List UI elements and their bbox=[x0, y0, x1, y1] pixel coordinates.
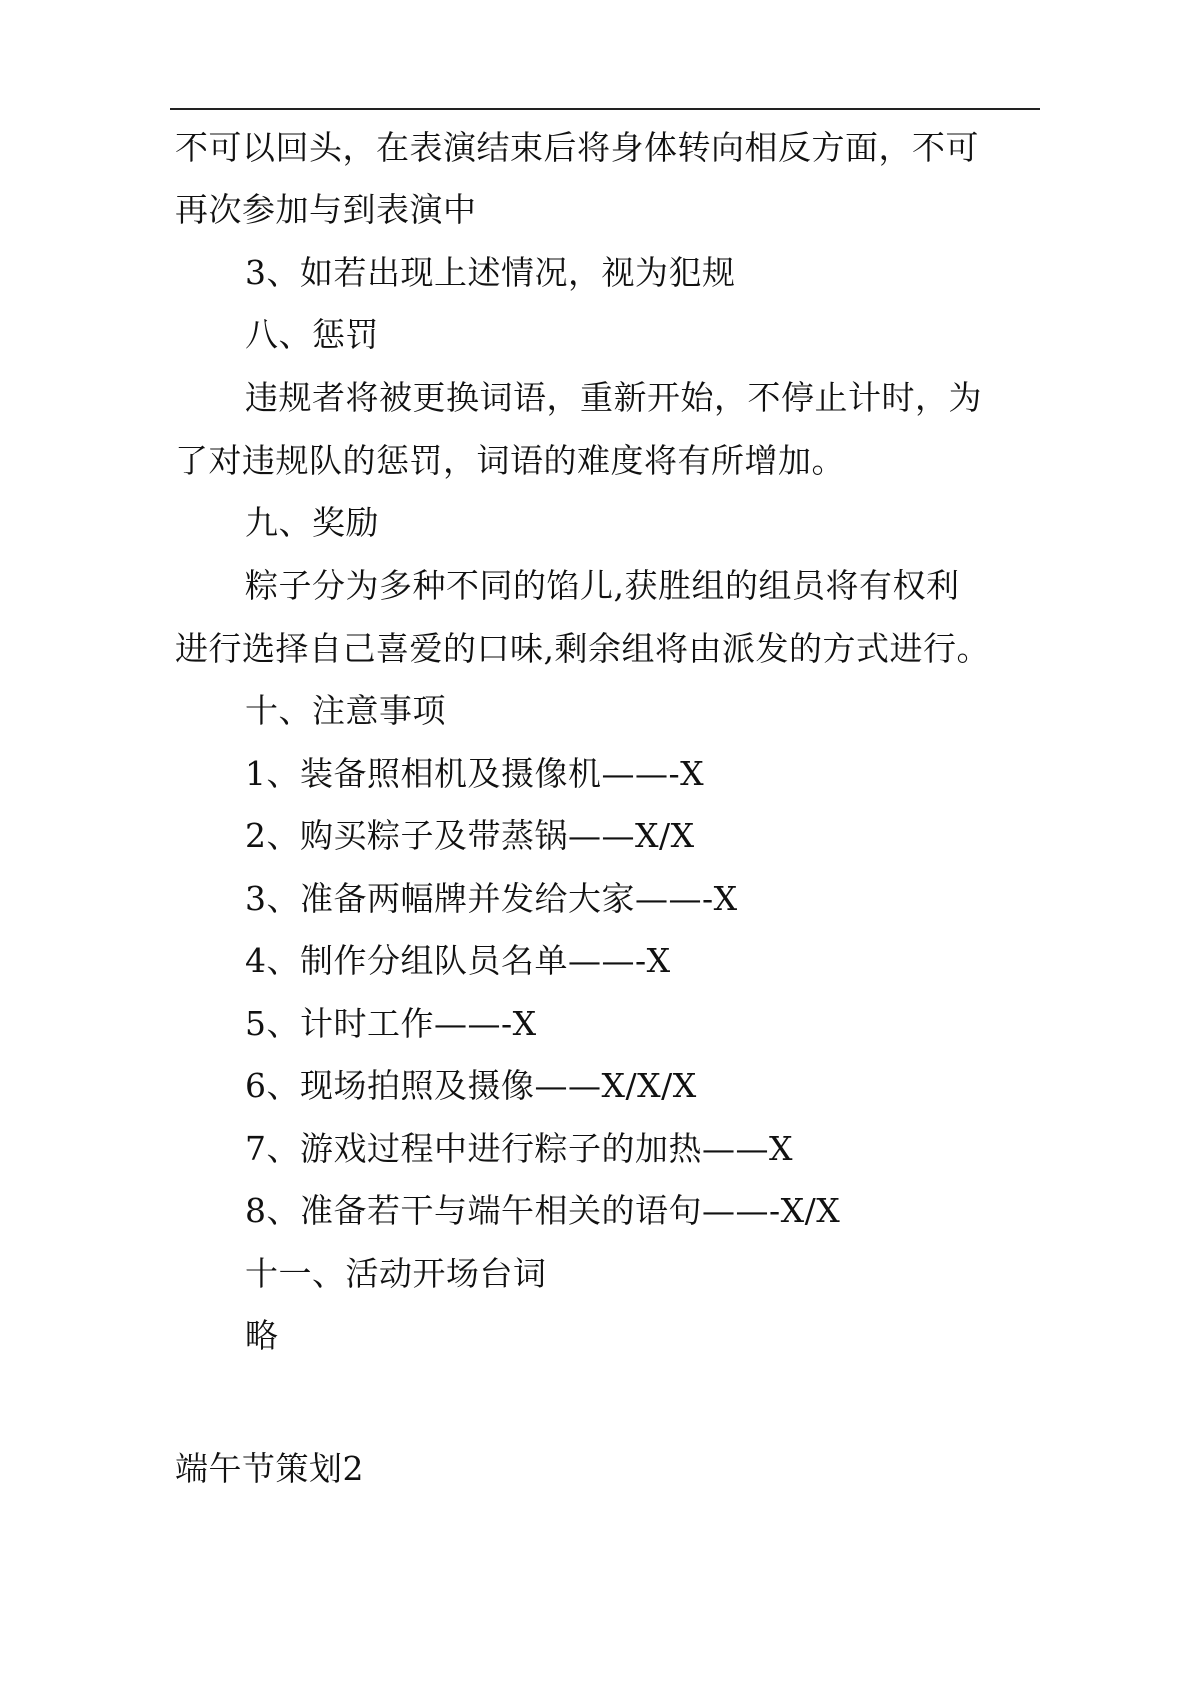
body-line: 略 bbox=[245, 1316, 279, 1355]
body-line: 违规者将被更换词语，重新开始，不停止计时，为 bbox=[245, 378, 982, 417]
list-item: 4、制作分组队员名单——-X bbox=[245, 941, 671, 980]
body-line: 进行选择自己喜爱的口味,剩余组将由派发的方式进行。 bbox=[175, 629, 990, 668]
document-title: 端午节策划2 bbox=[175, 1449, 364, 1488]
body-line: 粽子分为多种不同的馅儿,获胜组的组员将有权利 bbox=[245, 566, 960, 605]
list-item: 1、装备照相机及摄像机——-X bbox=[245, 754, 705, 793]
list-item: 7、游戏过程中进行粽子的加热——X bbox=[245, 1129, 793, 1168]
list-item: 3、准备两幅牌并发给大家——-X bbox=[245, 879, 738, 918]
list-item: 2、购买粽子及带蒸锅——X/X bbox=[245, 816, 695, 855]
section-heading: 九、奖励 bbox=[245, 503, 379, 542]
body-line: 不可以回头，在表演结束后将身体转向相反方面，不可 bbox=[175, 128, 979, 167]
body-line: 再次参加与到表演中 bbox=[175, 190, 477, 229]
section-heading: 十、注意事项 bbox=[245, 691, 446, 730]
section-heading: 八、惩罚 bbox=[245, 315, 379, 354]
body-line: 了对违规队的惩罚，词语的难度将有所增加。 bbox=[175, 441, 845, 480]
list-item: 6、现场拍照及摄像——X/X/X bbox=[245, 1066, 697, 1105]
body-line: 3、如若出现上述情况，视为犯规 bbox=[245, 253, 736, 292]
list-item: 8、准备若干与端午相关的语句——-X/X bbox=[245, 1191, 841, 1230]
list-item: 5、计时工作——-X bbox=[245, 1004, 537, 1043]
section-heading: 十一、活动开场台词 bbox=[245, 1254, 547, 1293]
header-rule bbox=[170, 108, 1040, 110]
